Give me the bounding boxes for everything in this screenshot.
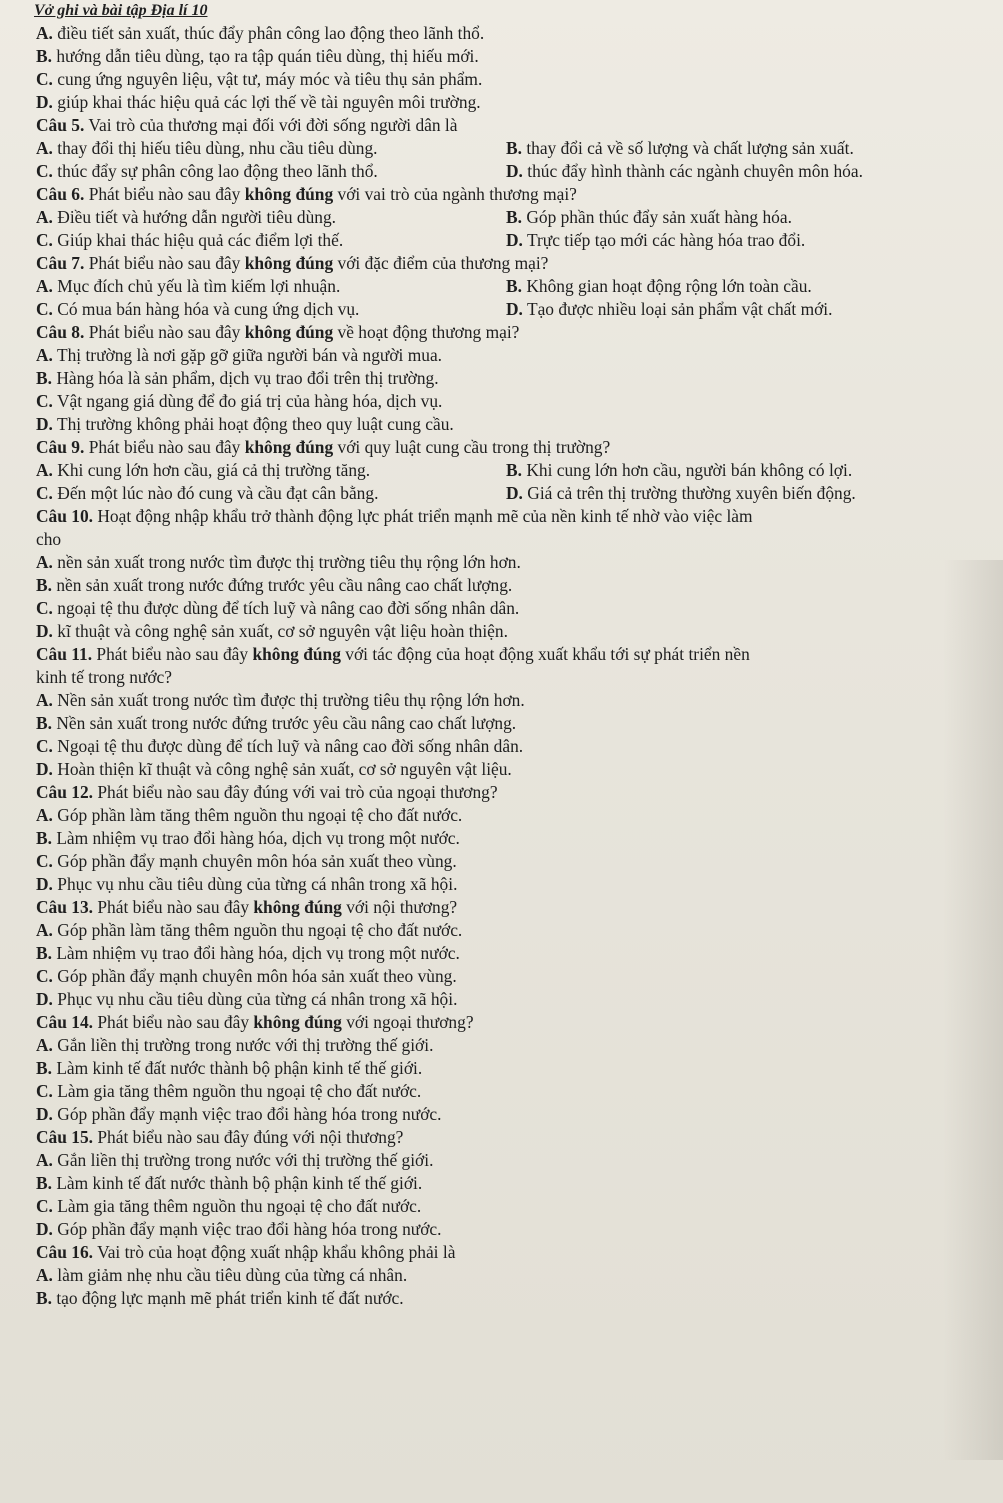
question-line bbox=[36, 183, 986, 206]
option-text: thay đổi cả về số lượng và chất lượng sản xuất. bbox=[526, 138, 854, 158]
question-number: Câu 11. bbox=[36, 644, 93, 664]
question-line bbox=[36, 896, 986, 919]
option-label: C. bbox=[36, 1081, 53, 1101]
option-label: B. bbox=[36, 713, 52, 733]
option-label: A. bbox=[36, 1265, 53, 1285]
option-label: A. bbox=[36, 1150, 53, 1170]
continuation-text: cho bbox=[36, 529, 62, 549]
answer-line bbox=[36, 735, 986, 758]
question-emphasis: không đúng bbox=[253, 897, 342, 917]
answer-line bbox=[36, 965, 986, 988]
question-line bbox=[36, 1011, 986, 1034]
answer-line bbox=[36, 137, 986, 160]
answer-line bbox=[36, 1264, 986, 1287]
answer-line bbox=[36, 1172, 986, 1195]
option-text: Vật ngang giá dùng để đo giá trị của hàng hóa, dịch vụ. bbox=[56, 391, 443, 411]
question-emphasis: không đúng bbox=[244, 253, 334, 273]
option-text: thay đổi thị hiếu tiêu dùng, nhu cầu tiêu dùng. bbox=[57, 138, 378, 158]
question-line bbox=[36, 643, 986, 666]
question-number: Câu 9. bbox=[36, 437, 85, 457]
answer-line bbox=[36, 275, 986, 298]
option-label: C. bbox=[36, 1196, 53, 1216]
option-text: Tạo được nhiều loại sản phẩm vật chất mới. bbox=[526, 299, 833, 319]
question-line bbox=[36, 321, 986, 344]
answer-line bbox=[36, 689, 986, 712]
option-text: làm giảm nhẹ nhu cầu tiêu dùng của từng cá nhân. bbox=[57, 1265, 408, 1285]
option-label: B. bbox=[36, 1173, 52, 1193]
option-label: C. bbox=[36, 299, 53, 319]
question-emphasis: không đúng bbox=[244, 437, 334, 457]
option-text: Ngoại tệ thu được dùng để tích luỹ và nâng cao đời sống nhân dân. bbox=[57, 736, 524, 756]
option-text: Phục vụ nhu cầu tiêu dùng của từng cá nhân trong xã hội. bbox=[57, 989, 458, 1009]
answer-line bbox=[36, 1149, 986, 1172]
answer-line bbox=[36, 298, 986, 321]
option-text: Thị trường là nơi gặp gỡ giữa người bán và người mua. bbox=[56, 345, 443, 365]
option-label: D. bbox=[506, 299, 523, 319]
question-text: Vai trò của thương mại đối với đời sống người dân là bbox=[88, 115, 458, 135]
answer-line bbox=[36, 988, 986, 1011]
question-line bbox=[36, 1241, 986, 1264]
answer-line bbox=[36, 1057, 986, 1080]
answer-line bbox=[36, 1287, 986, 1310]
second-option bbox=[506, 459, 852, 482]
option-text: Gắn liền thị trường trong nước với thị trường thế giới. bbox=[57, 1035, 434, 1055]
option-text: ngoại tệ thu được dùng để tích luỹ và nâng cao đời sống nhân dân. bbox=[57, 598, 520, 618]
answer-line bbox=[36, 1080, 986, 1103]
option-label: D. bbox=[506, 230, 523, 250]
answer-line bbox=[36, 1195, 986, 1218]
option-label: A. bbox=[36, 552, 53, 572]
continuation-text: kinh tế trong nước? bbox=[36, 667, 172, 687]
option-text: Gắn liền thị trường trong nước với thị trường thế giới. bbox=[57, 1150, 434, 1170]
option-label: B. bbox=[36, 46, 52, 66]
answer-line bbox=[36, 482, 986, 505]
option-text: thúc đẩy hình thành các ngành chuyên môn hóa. bbox=[527, 161, 863, 181]
option-label: A. bbox=[36, 920, 53, 940]
option-label: C. bbox=[36, 851, 53, 871]
question-text: Phát biểu nào sau đây đúng với nội thương? bbox=[97, 1127, 404, 1147]
option-label: B. bbox=[506, 276, 522, 296]
answer-line bbox=[36, 160, 986, 183]
option-text: Trực tiếp tạo mới các hàng hóa trao đổi. bbox=[526, 230, 806, 250]
option-label: C. bbox=[36, 161, 53, 181]
question-number: Câu 15. bbox=[36, 1127, 94, 1147]
question-emphasis: không đúng bbox=[252, 644, 341, 664]
option-label: B. bbox=[36, 1058, 52, 1078]
option-label: D. bbox=[36, 414, 53, 434]
question-number: Câu 5. bbox=[36, 115, 85, 135]
answer-line bbox=[36, 574, 986, 597]
answer-line bbox=[36, 620, 986, 643]
option-label: A. bbox=[36, 805, 53, 825]
option-label: D. bbox=[506, 483, 523, 503]
option-label: C. bbox=[36, 966, 53, 986]
answer-line bbox=[36, 827, 986, 850]
option-text: Không gian hoạt động rộng lớn toàn cầu. bbox=[526, 276, 812, 296]
option-label: B. bbox=[506, 460, 522, 480]
option-label: D. bbox=[36, 1104, 53, 1124]
option-text: Góp phần đẩy mạnh việc trao đổi hàng hóa trong nước. bbox=[57, 1104, 442, 1124]
option-text: Phục vụ nhu cầu tiêu dùng của từng cá nhân trong xã hội. bbox=[57, 874, 458, 894]
question-emphasis: không đúng bbox=[244, 322, 334, 342]
question-text-end: với đặc điểm của thương mại? bbox=[337, 253, 549, 273]
second-option bbox=[506, 206, 792, 229]
answer-line bbox=[36, 919, 986, 942]
option-text: Góp phần đẩy mạnh chuyên môn hóa sản xuất theo vùng. bbox=[57, 966, 457, 986]
option-text: Điều tiết và hướng dẫn người tiêu dùng. bbox=[57, 207, 337, 227]
option-label: C. bbox=[36, 483, 53, 503]
answer-line bbox=[36, 206, 986, 229]
option-label: A. bbox=[36, 1035, 53, 1055]
question-emphasis: không đúng bbox=[253, 1012, 342, 1032]
text-line bbox=[36, 528, 986, 551]
option-text: Nền sản xuất trong nước tìm được thị trường tiêu thụ rộng lớn hơn. bbox=[57, 690, 525, 710]
option-label: C. bbox=[36, 69, 53, 89]
question-text: Phát biểu nào sau đây bbox=[88, 184, 241, 204]
second-option bbox=[506, 229, 805, 252]
option-text: Làm gia tăng thêm nguồn thu ngoại tệ cho đất nước. bbox=[57, 1196, 422, 1216]
second-option bbox=[506, 482, 856, 505]
option-text: điều tiết sản xuất, thúc đẩy phân công lao động theo lãnh thổ. bbox=[57, 23, 485, 43]
option-text: Làm kinh tế đất nước thành bộ phận kinh tế thế giới. bbox=[56, 1058, 423, 1078]
answer-line bbox=[36, 1103, 986, 1126]
option-label: A. bbox=[36, 23, 53, 43]
option-text: Làm kinh tế đất nước thành bộ phận kinh tế thế giới. bbox=[56, 1173, 423, 1193]
question-line bbox=[36, 436, 986, 459]
option-text: tạo động lực mạnh mẽ phát triển kinh tế đất nước. bbox=[56, 1288, 404, 1308]
question-text: Phát biểu nào sau đây đúng với vai trò của ngoại thương? bbox=[97, 782, 498, 802]
question-text-end: về hoạt động thương mại? bbox=[337, 322, 520, 342]
answer-line bbox=[36, 22, 986, 45]
option-label: A. bbox=[36, 690, 53, 710]
question-number: Câu 7. bbox=[36, 253, 85, 273]
answer-line bbox=[36, 1034, 986, 1057]
question-number: Câu 16. bbox=[36, 1242, 94, 1262]
question-text: Phát biểu nào sau đây bbox=[97, 1012, 250, 1032]
question-number: Câu 12. bbox=[36, 782, 94, 802]
option-text: Góp phần thúc đẩy sản xuất hàng hóa. bbox=[526, 207, 792, 227]
option-label: D. bbox=[36, 759, 53, 779]
answer-line bbox=[36, 942, 986, 965]
option-label: A. bbox=[36, 276, 53, 296]
option-text: Làm gia tăng thêm nguồn thu ngoại tệ cho đất nước. bbox=[57, 1081, 422, 1101]
question-line bbox=[36, 781, 986, 804]
question-text-end: với vai trò của ngành thương mại? bbox=[337, 184, 577, 204]
option-text: Góp phần đẩy mạnh chuyên môn hóa sản xuất theo vùng. bbox=[57, 851, 457, 871]
answer-line bbox=[36, 45, 986, 68]
option-label: B. bbox=[36, 1288, 52, 1308]
question-text: Phát biểu nào sau đây bbox=[88, 437, 241, 457]
second-option bbox=[506, 160, 863, 183]
question-number: Câu 8. bbox=[36, 322, 85, 342]
question-text-end: với ngoại thương? bbox=[346, 1012, 474, 1032]
answer-line bbox=[36, 758, 986, 781]
option-label: C. bbox=[36, 230, 53, 250]
option-text: thúc đẩy sự phân công lao động theo lãnh thổ. bbox=[57, 161, 378, 181]
option-text: Hoàn thiện kĩ thuật và công nghệ sản xuất, cơ sở nguyên vật liệu. bbox=[57, 759, 512, 779]
answer-line bbox=[36, 551, 986, 574]
option-text: Thị trường không phải hoạt động theo quy luật cung cầu. bbox=[56, 414, 454, 434]
option-label: A. bbox=[36, 207, 53, 227]
second-option bbox=[506, 275, 812, 298]
option-text: Giúp khai thác hiệu quả các điểm lợi thế. bbox=[57, 230, 344, 250]
question-number: Câu 14. bbox=[36, 1012, 94, 1032]
option-label: B. bbox=[506, 207, 522, 227]
question-line bbox=[36, 1126, 986, 1149]
option-text: Khi cung lớn hơn cầu, giá cả thị trường tăng. bbox=[57, 460, 371, 480]
answer-line bbox=[36, 459, 986, 482]
question-text: Phát biểu nào sau đây bbox=[88, 253, 241, 273]
option-text: Giá cả trên thị trường thường xuyên biến động. bbox=[527, 483, 856, 503]
answer-line bbox=[36, 344, 986, 367]
option-label: D. bbox=[36, 874, 53, 894]
option-text: Góp phần làm tăng thêm nguồn thu ngoại tệ cho đất nước. bbox=[57, 805, 463, 825]
question-number: Câu 6. bbox=[36, 184, 85, 204]
answer-line bbox=[36, 1218, 986, 1241]
answer-line bbox=[36, 850, 986, 873]
page-header: Vở ghi và bài tập Địa lí 10 bbox=[34, 2, 208, 19]
second-option bbox=[506, 137, 854, 160]
answer-line bbox=[36, 229, 986, 252]
question-text: Phát biểu nào sau đây bbox=[97, 897, 250, 917]
text-line bbox=[36, 666, 986, 689]
option-label: C. bbox=[36, 736, 53, 756]
option-text: Có mua bán hàng hóa và cung ứng dịch vụ. bbox=[57, 299, 360, 319]
answer-line bbox=[36, 873, 986, 896]
option-text: Làm nhiệm vụ trao đổi hàng hóa, dịch vụ trong một nước. bbox=[56, 943, 460, 963]
question-line bbox=[36, 114, 986, 137]
option-label: C. bbox=[36, 391, 53, 411]
option-label: D. bbox=[36, 989, 53, 1009]
question-line bbox=[36, 505, 986, 528]
question-number: Câu 13. bbox=[36, 897, 94, 917]
option-label: A. bbox=[36, 345, 53, 365]
option-text: Khi cung lớn hơn cầu, người bán không có lợi. bbox=[526, 460, 853, 480]
option-text: Góp phần đẩy mạnh việc trao đổi hàng hóa trong nước. bbox=[57, 1219, 442, 1239]
option-text: cung ứng nguyên liệu, vật tư, máy móc và tiêu thụ sản phẩm. bbox=[57, 69, 483, 89]
question-line bbox=[36, 252, 986, 275]
option-label: B. bbox=[506, 138, 522, 158]
question-text: Phát biểu nào sau đây bbox=[88, 322, 241, 342]
question-text-end: với nội thương? bbox=[346, 897, 458, 917]
option-text: nền sản xuất trong nước tìm được thị trường tiêu thụ rộng lớn hơn. bbox=[57, 552, 521, 572]
option-text: giúp khai thác hiệu quả các lợi thế về tài nguyên môi trường. bbox=[57, 92, 481, 112]
answer-line bbox=[36, 413, 986, 436]
question-list bbox=[36, 22, 986, 1310]
answer-line bbox=[36, 68, 986, 91]
option-label: D. bbox=[36, 1219, 53, 1239]
option-label: C. bbox=[36, 598, 53, 618]
option-text: nền sản xuất trong nước đứng trước yêu cầu nâng cao chất lượng. bbox=[56, 575, 513, 595]
answer-line bbox=[36, 91, 986, 114]
option-text: Mục đích chủ yếu là tìm kiếm lợi nhuận. bbox=[57, 276, 341, 296]
option-label: B. bbox=[36, 943, 52, 963]
option-text: Đến một lúc nào đó cung và cầu đạt cân bằng. bbox=[57, 483, 379, 503]
question-text: Vai trò của hoạt động xuất nhập khẩu không phải là bbox=[97, 1242, 456, 1262]
option-label: D. bbox=[36, 621, 53, 641]
option-text: Góp phần làm tăng thêm nguồn thu ngoại tệ cho đất nước. bbox=[57, 920, 463, 940]
option-text: hướng dẫn tiêu dùng, tạo ra tập quán tiêu dùng, thị hiếu mới. bbox=[56, 46, 479, 66]
option-label: D. bbox=[506, 161, 523, 181]
answer-line bbox=[36, 390, 986, 413]
answer-line bbox=[36, 712, 986, 735]
option-label: B. bbox=[36, 828, 52, 848]
question-text: Hoạt động nhập khẩu trở thành động lực phát triển mạnh mẽ của nền kinh tế nhờ vào việc làm bbox=[97, 506, 753, 526]
option-label: D. bbox=[36, 92, 53, 112]
question-emphasis: không đúng bbox=[244, 184, 334, 204]
option-text: Làm nhiệm vụ trao đổi hàng hóa, dịch vụ trong một nước. bbox=[56, 828, 460, 848]
option-label: B. bbox=[36, 368, 52, 388]
question-text-end: với tác động của hoạt động xuất khẩu tới sự phát triển nền bbox=[345, 644, 750, 664]
question-text-end: với quy luật cung cầu trong thị trường? bbox=[337, 437, 611, 457]
option-label: B. bbox=[36, 575, 52, 595]
option-label: A. bbox=[36, 138, 53, 158]
option-text: Hàng hóa là sản phẩm, dịch vụ trao đổi trên thị trường. bbox=[56, 368, 439, 388]
option-text: kĩ thuật và công nghệ sản xuất, cơ sở nguyên vật liệu hoàn thiện. bbox=[57, 621, 508, 641]
question-number: Câu 10. bbox=[36, 506, 94, 526]
option-label: A. bbox=[36, 460, 53, 480]
second-option bbox=[506, 298, 832, 321]
answer-line bbox=[36, 367, 986, 390]
answer-line bbox=[36, 804, 986, 827]
option-text: Nền sản xuất trong nước đứng trước yêu cầu nâng cao chất lượng. bbox=[56, 713, 517, 733]
answer-line bbox=[36, 597, 986, 620]
question-text: Phát biểu nào sau đây bbox=[96, 644, 249, 664]
